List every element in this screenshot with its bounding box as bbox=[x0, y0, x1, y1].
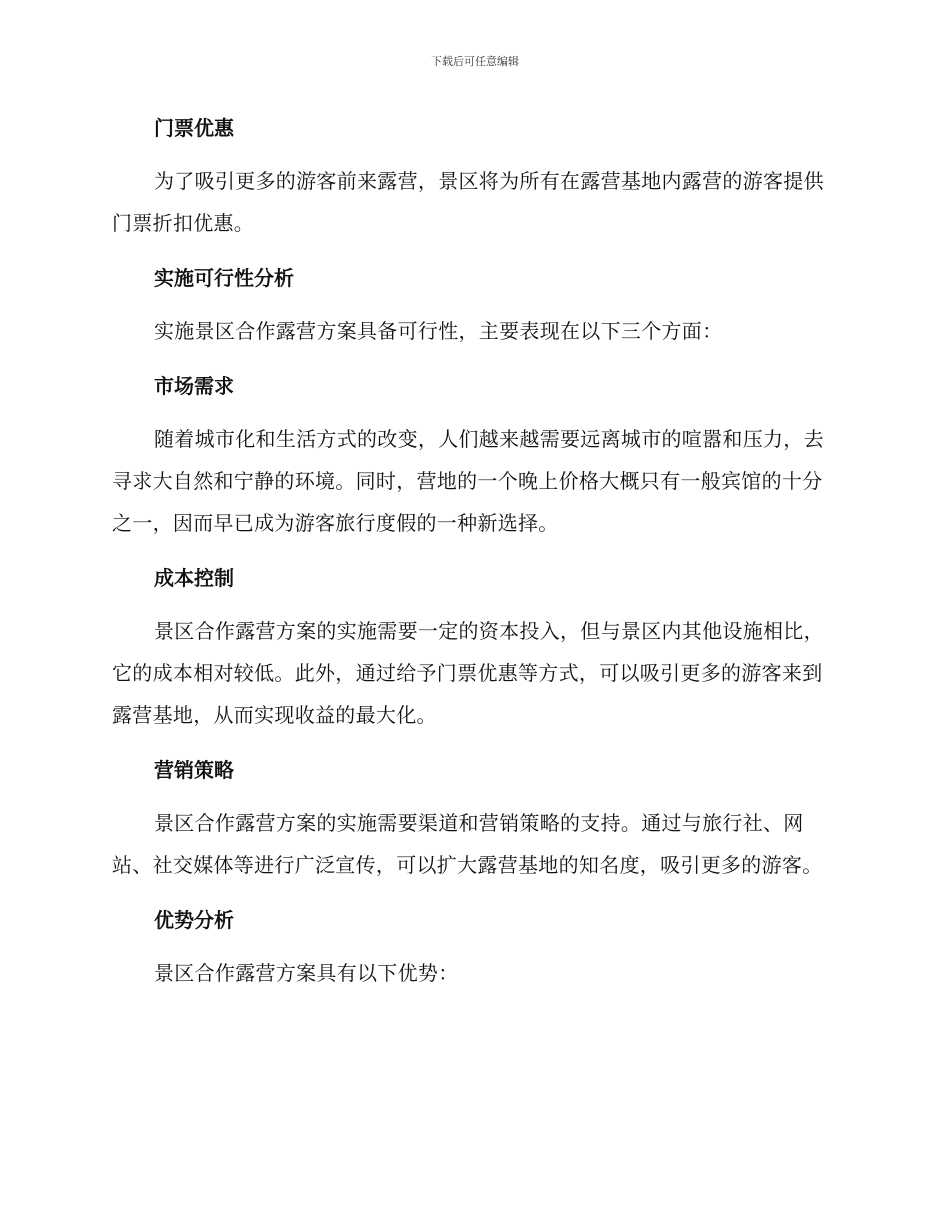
document-body bbox=[112, 108, 832, 1008]
section-paragraph: 景区合作露营方案具有以下优势： bbox=[154, 961, 459, 985]
section-paragraph: 景区合作露营方案的实施需要渠道和营销策略的支持。通过与旅行社、网站、社交媒体等进行广泛宣传，可以扩大露营基地的知名度，吸引更多的游客。 bbox=[112, 811, 823, 877]
section-paragraph: 随着城市化和生活方式的改变，人们越来越需要远离城市的喧嚣和压力，去寻求大自然和宁静的环境。同时，营地的一个晚上价格大概只有一般宾馆的十分之一，因而早已成为游客旅行度假的一种新选择。 bbox=[112, 427, 824, 535]
section-market-demand bbox=[112, 366, 832, 544]
section-heading: 营销策略 bbox=[154, 758, 234, 782]
section-heading: 市场需求 bbox=[154, 374, 234, 398]
section-paragraph: 景区合作露营方案的实施需要一定的资本投入，但与景区内其他设施相比，它的成本相对较低。此外，通过给予门票优惠等方式，可以吸引更多的游客来到露营基地，从而实现收益的最大化。 bbox=[112, 619, 824, 727]
section-heading: 优势分析 bbox=[154, 908, 234, 932]
section-marketing-strategy bbox=[112, 750, 832, 886]
section-ticket-discount bbox=[112, 108, 832, 244]
section-paragraph: 为了吸引更多的游客前来露营，景区将为所有在露营基地内露营的游客提供门票折扣优惠。 bbox=[112, 169, 824, 235]
section-heading: 实施可行性分析 bbox=[154, 266, 294, 290]
section-advantage-analysis bbox=[112, 900, 832, 994]
section-cost-control bbox=[112, 558, 832, 736]
section-paragraph: 实施景区合作露营方案具备可行性，主要表现在以下三个方面： bbox=[154, 319, 723, 343]
page-header: 下载后可任意编辑 bbox=[431, 55, 519, 68]
section-heading: 门票优惠 bbox=[154, 116, 234, 140]
section-heading: 成本控制 bbox=[154, 566, 234, 590]
section-feasibility bbox=[112, 258, 832, 352]
